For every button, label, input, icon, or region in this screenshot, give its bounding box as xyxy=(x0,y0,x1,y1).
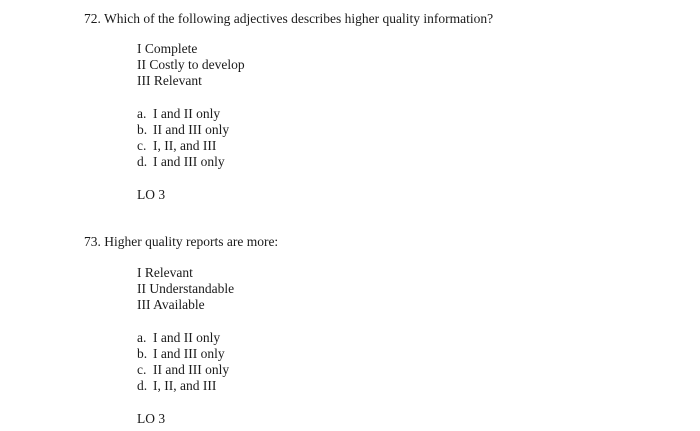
choice-letter: b. xyxy=(137,122,148,137)
question-73-learning-objective: LO 3 xyxy=(137,411,166,426)
choice-letter: b. xyxy=(137,346,148,361)
statement-item: II Understandable xyxy=(137,281,235,296)
choice-text: II and III only xyxy=(153,362,230,377)
question-72-stem: 72. Which of the following adjectives describes higher quality information? xyxy=(84,11,494,26)
choice-a xyxy=(137,106,229,122)
choice-a xyxy=(137,330,229,346)
statement-item: II Costly to develop xyxy=(137,57,245,72)
statement-item: I Complete xyxy=(137,41,198,56)
choice-text: I, II, and III xyxy=(153,138,217,153)
choice-text: I and II only xyxy=(153,106,221,121)
statement-item: III Relevant xyxy=(137,73,202,88)
choice-d xyxy=(137,154,229,170)
choice-letter: c. xyxy=(137,362,147,377)
choice-b xyxy=(137,346,229,362)
question-72-choices xyxy=(137,106,229,170)
choice-text: II and III only xyxy=(153,122,230,137)
choice-text: I and III only xyxy=(153,346,225,361)
question-72-statements xyxy=(137,41,245,89)
choice-d xyxy=(137,378,229,394)
choice-b xyxy=(137,122,229,138)
choice-letter: c. xyxy=(137,138,147,153)
choice-letter: a. xyxy=(137,106,147,121)
choice-c xyxy=(137,138,229,154)
choice-text: I and III only xyxy=(153,154,225,169)
statement-item: I Relevant xyxy=(137,265,193,280)
question-72-learning-objective: LO 3 xyxy=(137,187,166,202)
question-73-stem: 73. Higher quality reports are more: xyxy=(84,234,279,249)
choice-letter: d. xyxy=(137,154,148,169)
choice-letter: d. xyxy=(137,378,148,393)
statement-item: III Available xyxy=(137,297,205,312)
question-73-choices xyxy=(137,330,229,394)
choice-c xyxy=(137,362,229,378)
choice-text: I and II only xyxy=(153,330,221,345)
choice-text: I, II, and III xyxy=(153,378,217,393)
question-73-statements xyxy=(137,265,234,313)
choice-letter: a. xyxy=(137,330,147,345)
